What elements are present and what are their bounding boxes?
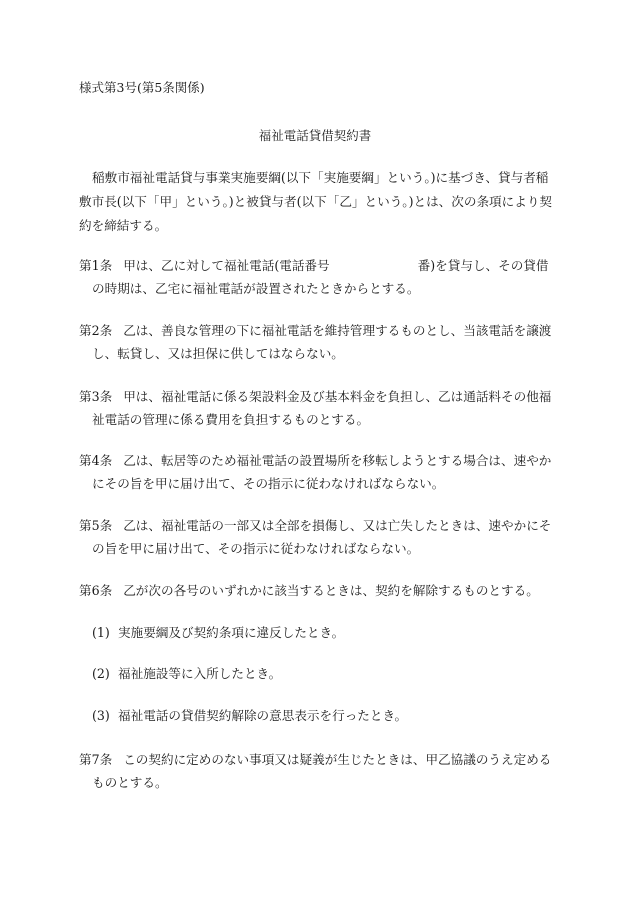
article-number: 第2条	[79, 323, 113, 338]
article-number: 第4条	[79, 453, 113, 468]
article-text: 乙は、福祉電話の一部又は全部を損傷し、又は亡失したときは、速やかにその旨を甲に届け出て、その指示に従わなければならない。	[92, 518, 552, 556]
article-text: 番)を貸与し、その貸借の時期は、乙宅に福祉電話が設置されたときからとする。	[92, 258, 549, 296]
article-number: 第5条	[79, 518, 113, 533]
article-number: 第7条	[79, 752, 113, 767]
article-number: 第3条	[79, 389, 113, 404]
article-text: 甲は、乙に対して福祉電話(電話番号	[123, 258, 330, 273]
article-2	[79, 319, 553, 365]
list-item	[92, 664, 552, 684]
item-number: (1)	[92, 625, 110, 640]
article-5	[79, 514, 553, 560]
item-text: 実施要綱及び契約条項に違反したとき。	[118, 625, 345, 640]
form-label: 様式第3号(第5条関係)	[79, 80, 205, 95]
item-number: (2)	[92, 666, 110, 681]
article-text: 乙は、転居等のため福祉電話の設置場所を移転しようとする場合は、速やかにその旨を甲に届け出て、その指示に従わなければならない。	[92, 453, 552, 491]
article-6	[79, 579, 553, 602]
document-title: 福祉電話貸借契約書	[258, 128, 372, 143]
article-7	[79, 748, 553, 794]
article-text: 乙が次の各号のいずれかに該当するときは、契約を解除するものとする。	[123, 583, 539, 598]
item-number: (3)	[92, 708, 110, 723]
list-item	[92, 623, 552, 643]
article-number: 第1条	[79, 258, 113, 273]
list-item	[92, 706, 552, 726]
item-text: 福祉電話の貸借契約解除の意思表示を行ったとき。	[118, 708, 408, 723]
article-number: 第6条	[79, 583, 113, 598]
article-text: 乙は、善良な管理の下に福祉電話を維持管理するものとし、当該電話を譲渡し、転貸し、又は担保に供してはならない。	[92, 323, 552, 361]
article-text: 甲は、福祉電話に係る架設料金及び基本料金を負担し、乙は通話料その他福祉電話の管理に係る費用を負担するものとする。	[92, 389, 552, 427]
article-3	[79, 385, 553, 431]
item-text: 福祉施設等に入所したとき。	[118, 666, 282, 681]
article-1	[79, 254, 553, 300]
preamble-paragraph: 稲敷市福祉電話貸与事業実施要綱(以下「実施要綱」という。)に基づき、貸与者稲敷市長(以下「甲」という。)と被貸与者(以下「乙」という。)とは、次の条項により契約を締結する。	[79, 170, 553, 233]
article-text: この契約に定めのない事項又は疑義が生じたときは、甲乙協議のうえ定めるものとする。	[92, 752, 552, 790]
article-4	[79, 449, 553, 495]
